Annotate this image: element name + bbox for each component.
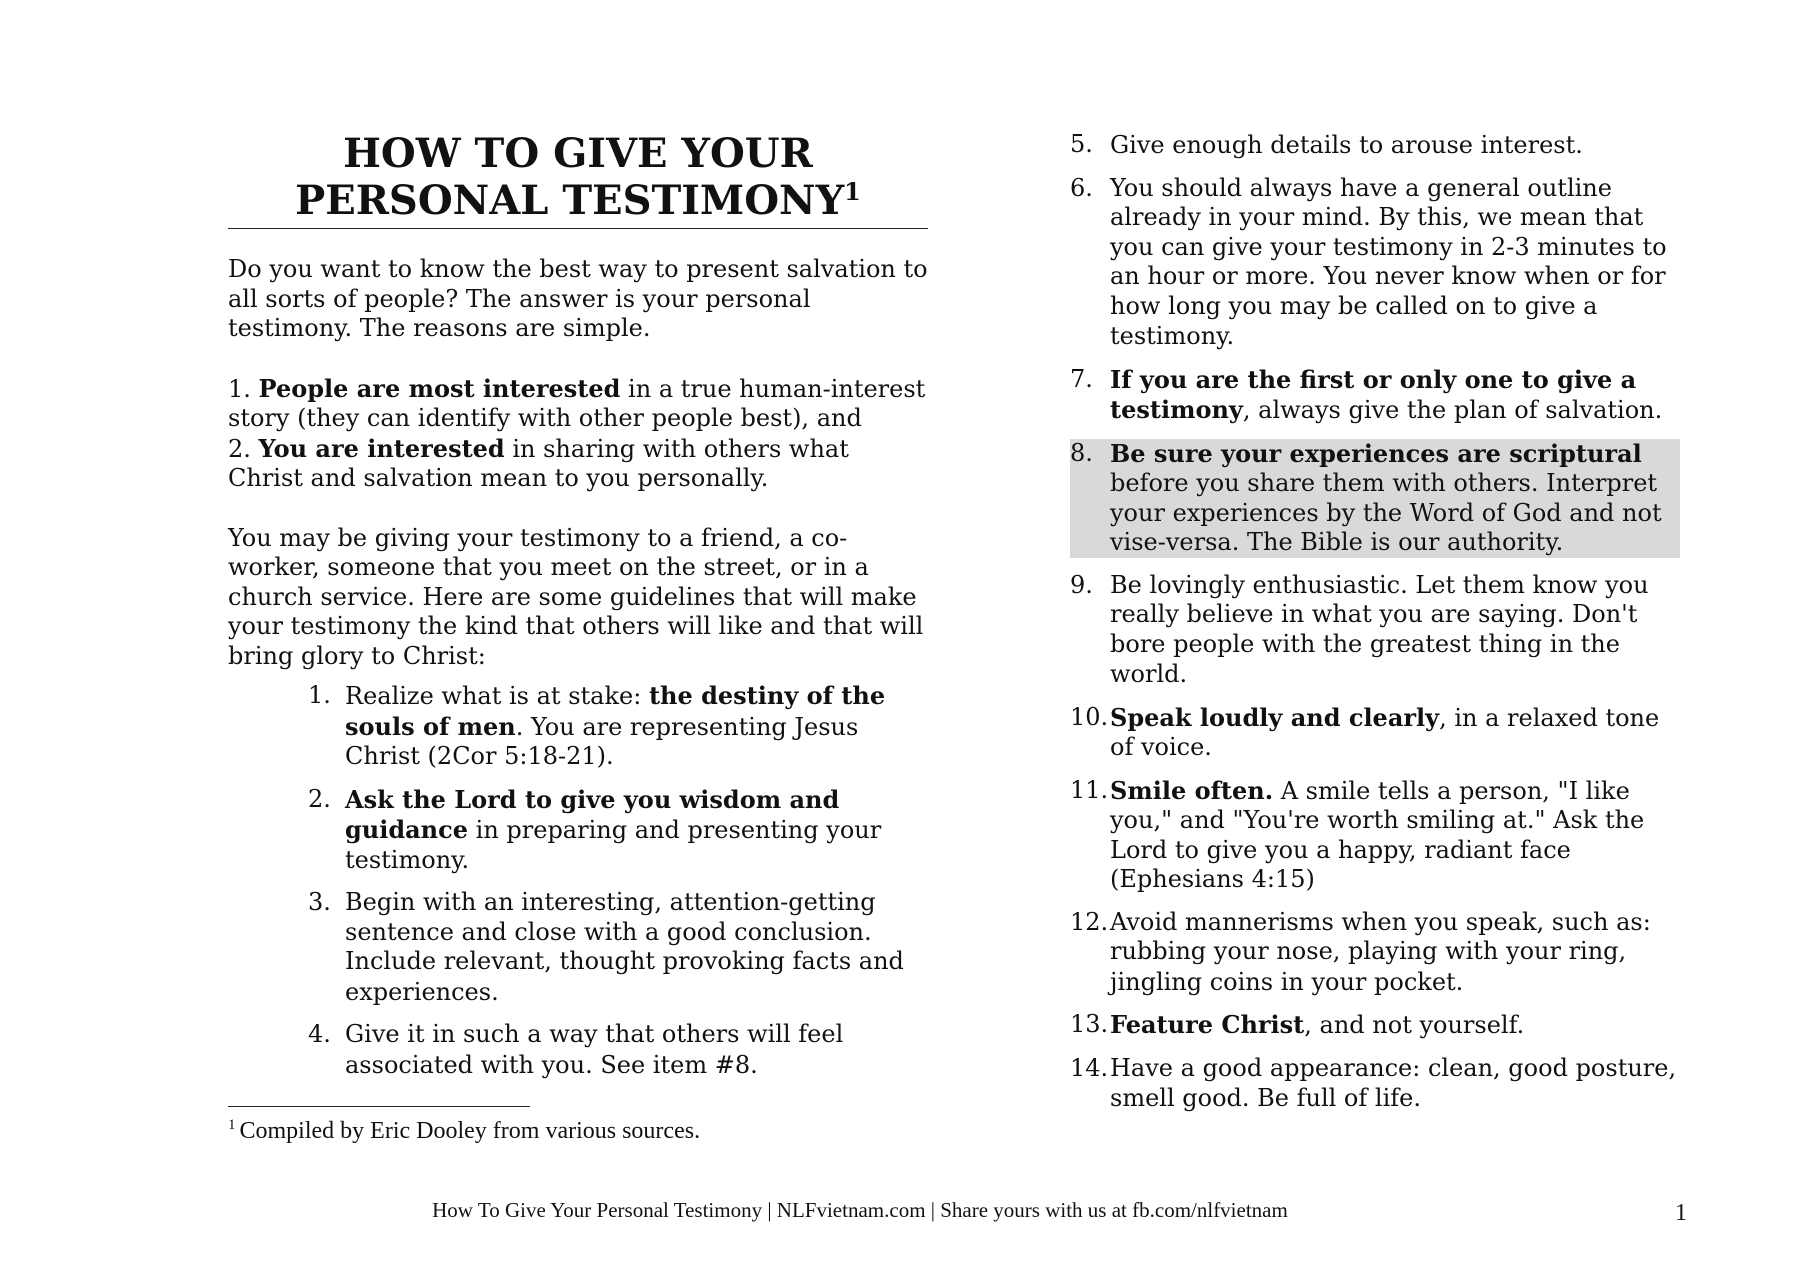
list-item-number: 8. (1070, 439, 1110, 558)
list-item (308, 681, 928, 772)
list-item (1070, 1054, 1680, 1114)
footer-text: How To Give Your Personal Testimony | NLFvietnam.com | Share yours with us at fb.com/nlfvietnam (432, 1198, 1288, 1222)
footnote-divider (228, 1106, 530, 1107)
left-column (228, 130, 928, 1093)
list-item (1070, 703, 1680, 763)
list-item-number: 2. (308, 784, 331, 813)
footnote (228, 1118, 700, 1145)
reason-1-number: 1. (228, 374, 251, 403)
list-item (1070, 1010, 1680, 1041)
reason-1-text: in a true human-interest story (they can identify with other people best), and (228, 374, 926, 432)
intro-paragraph-2: You may be giving your testimony to a friend, a co-worker, someone that you meet on the street, or in a church service. Here are some guidelines that will make your testimony the kind that others will like and that will bring glory to Christ: (228, 523, 924, 670)
list-item-text: Realize what is at stake: the destiny of the souls of men. You are representing Jesus Christ (2Cor 5:18-21). (345, 681, 886, 770)
reason-1 (228, 374, 928, 434)
list-item-number: 7. (1070, 364, 1093, 393)
list-item-number: 11. (1070, 775, 1109, 804)
footnote-text: Compiled by Eric Dooley from various sources. (239, 1118, 701, 1144)
list-item-text: Smile often. A smile tells a person, "I like you," and "You're worth smiling at." Ask the Lord to give you a happy, radiant face (Ephesians 4:15) (1110, 775, 1645, 893)
list-item-text: Give enough details to arouse interest. (1110, 131, 1583, 159)
list-item-number: 1. (308, 681, 331, 709)
page-title (228, 130, 928, 229)
list-item-highlighted (1070, 439, 1680, 558)
guidelines-list-right (1070, 130, 1680, 1114)
list-item-number: 6. (1070, 173, 1093, 202)
list-item (1070, 365, 1680, 426)
reason-2 (228, 434, 928, 494)
page-footer (0, 1198, 1800, 1223)
list-item (1070, 776, 1680, 895)
list-item-number: 9. (1070, 570, 1093, 599)
title-line-2: PERSONAL TESTIMONY (295, 177, 845, 224)
reason-2-number: 2. (228, 434, 251, 463)
intro-paragraph-1: Do you want to know the best way to present salvation to all sorts of people? The answer is your personal testimony. The reasons are simple. (228, 255, 928, 342)
list-item (308, 888, 928, 1007)
list-item-number: 13. (1070, 1010, 1109, 1038)
list-item-text: Be lovingly enthusiastic. Let them know you really believe in what you are saying. Don't bore people with the greatest thing in the world. (1110, 570, 1649, 688)
reason-2-bold: You are interested (258, 433, 505, 463)
list-item-text: You should always have a general outline already in your mind. By this, we mean that you can give your testimony in 2-3 minutes to an hour or more. You never know when or for how long you may be called on to give a testimony. (1110, 173, 1667, 350)
reason-1-bold: People are most interested (258, 373, 621, 403)
list-item-number: 10. (1070, 702, 1109, 731)
right-column (1070, 130, 1680, 1127)
title-footnote-mark: 1 (844, 177, 861, 206)
list-item-text: Begin with an interesting, attention-getting sentence and close with a good conclusion. Include relevant, thought provoking facts and experiences. (345, 888, 904, 1006)
page-number: 1 (1675, 1200, 1687, 1226)
guidelines-list-left (228, 681, 928, 1080)
list-item (1070, 908, 1680, 998)
footnote-mark: 1 (228, 1117, 236, 1133)
reason-2-text: in sharing with others what Christ and salvation mean to you personally. (228, 434, 849, 492)
list-item (1070, 174, 1680, 352)
list-item (1070, 571, 1680, 690)
list-item-number: 4. (308, 1020, 331, 1048)
list-item-text: Give it in such a way that others will feel associated with you. See item #8. (345, 1020, 844, 1079)
list-item-text: Be sure your experiences are scriptural before you share them with others. Interpret your experiences by the Word of God and not vise-versa. The Bible is our authority. (1110, 439, 1680, 558)
list-item-text: Speak loudly and clearly, in a relaxed tone of voice. (1110, 702, 1660, 761)
list-item-number: 12. (1070, 907, 1109, 936)
list-item (308, 1020, 928, 1080)
list-item (308, 785, 928, 876)
list-item-number: 14. (1070, 1053, 1109, 1082)
list-item-number: 5. (1070, 130, 1093, 158)
list-item-number: 3. (308, 888, 331, 916)
list-item-text: If you are the first or only one to give a testimony, always give the plan of salvation. (1110, 364, 1663, 424)
list-item-text: Ask the Lord to give you wisdom and guidance in preparing and presenting your testimony. (345, 784, 882, 874)
list-item (1070, 130, 1680, 161)
title-line-1: HOW TO GIVE YOUR (343, 130, 813, 177)
intro-section (228, 255, 928, 1080)
list-item-text: Avoid mannerisms when you speak, such as: rubbing your nose, playing with your ring, jingling coins in your pocket. (1110, 907, 1651, 996)
list-item-text: Have a good appearance: clean, good posture, smell good. Be full of life. (1110, 1053, 1677, 1112)
list-item-text: Feature Christ, and not yourself. (1110, 1010, 1525, 1039)
